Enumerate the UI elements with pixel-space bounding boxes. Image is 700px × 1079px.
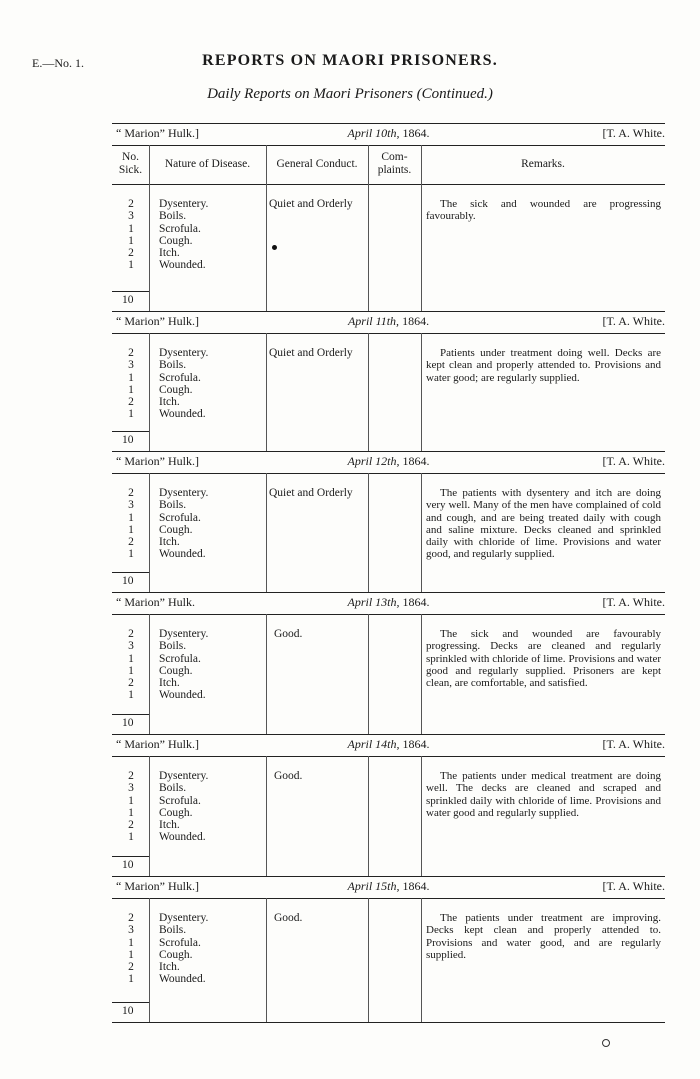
report-date — [112, 595, 665, 610]
disease-list — [159, 487, 208, 561]
disease-item: Wounded. — [159, 689, 206, 702]
entry-top-rule — [112, 592, 665, 593]
total-sick: 10 — [122, 575, 134, 587]
page-subtitle: Daily Reports on Maori Prisoners (Continued.) — [207, 86, 493, 102]
disease-item: Boils. — [159, 210, 187, 223]
column-divider — [266, 473, 267, 592]
column-divider — [149, 333, 150, 451]
col-header-conduct-line: General Conduct. — [276, 158, 358, 170]
disease-item: Dysentery. — [159, 347, 209, 359]
total-sick: 10 — [122, 859, 134, 871]
entry-top-rule — [112, 123, 665, 124]
sick-count: 1 — [128, 689, 134, 702]
report-date — [112, 737, 665, 752]
disease-item: Itch. — [159, 819, 180, 832]
column-divider — [421, 473, 422, 592]
entry-header — [112, 879, 665, 895]
disease-list — [159, 198, 208, 272]
sick-counts — [120, 912, 142, 986]
officer-name: [T. A. White. — [602, 126, 665, 140]
ship-name: “ Marion” Hulk.] — [116, 879, 199, 893]
disease-item: Scrofula. — [159, 652, 201, 665]
column-divider — [149, 614, 150, 734]
col-header-no-sick-line: Sick. — [118, 164, 143, 176]
sick-count: 1 — [128, 831, 134, 844]
column-divider — [266, 614, 267, 734]
report-date — [112, 879, 665, 894]
disease-item: Cough. — [159, 664, 193, 677]
entry-header-rule — [112, 333, 665, 334]
remarks-text: The patients under treatment are improving. Decks kept clean and properly attended to. Provisions and water good, and are regularly supplied. — [426, 912, 661, 961]
officer-name: [T. A. White. — [602, 595, 665, 609]
general-conduct: Quiet and Orderly — [269, 347, 353, 359]
sick-count: 3 — [128, 359, 134, 372]
disease-item: Itch. — [159, 396, 180, 409]
disease-item: Itch. — [159, 961, 180, 974]
column-divider — [368, 145, 369, 311]
report-date-year: 1864. — [399, 737, 430, 751]
report-date-year: 1864. — [399, 454, 430, 468]
col-header-conduct — [266, 158, 368, 171]
entry-header — [112, 595, 665, 611]
column-divider — [421, 898, 422, 1022]
sick-count: 1 — [128, 408, 134, 421]
sick-counts — [120, 770, 142, 844]
sick-count: 2 — [128, 628, 134, 640]
footer-mark — [602, 1039, 610, 1047]
sick-count: 1 — [128, 652, 134, 665]
column-divider — [421, 756, 422, 876]
total-rule — [112, 714, 149, 715]
ship-name: “ Marion” Hulk. — [116, 595, 195, 609]
officer-name: [T. A. White. — [602, 314, 665, 328]
entry-header-rule — [112, 473, 665, 474]
column-divider — [266, 145, 267, 311]
total-sick: 10 — [122, 434, 134, 446]
sick-count: 3 — [128, 499, 134, 512]
closing-rule — [112, 1022, 665, 1023]
total-sick: 10 — [122, 717, 134, 729]
report-date-day: April 14th, — [347, 737, 400, 751]
sick-counts — [120, 487, 142, 561]
sick-count: 2 — [128, 198, 134, 210]
sick-count: 2 — [128, 247, 134, 260]
disease-item: Itch. — [159, 536, 180, 549]
column-divider — [368, 898, 369, 1022]
sick-count: 1 — [128, 548, 134, 561]
report-date — [112, 454, 665, 469]
sick-count: 1 — [128, 973, 134, 986]
col-header-remarks — [421, 158, 665, 171]
general-conduct: Quiet and Orderly — [269, 487, 353, 499]
report-date-year: 1864. — [399, 314, 430, 328]
entry-header — [112, 737, 665, 753]
entry-header — [112, 314, 665, 330]
disease-item: Dysentery. — [159, 198, 209, 210]
total-rule — [112, 572, 149, 573]
report-entry — [112, 592, 665, 734]
sick-count: 1 — [128, 234, 134, 247]
disease-item: Cough. — [159, 234, 193, 247]
sick-count: 3 — [128, 782, 134, 795]
report-date-day: April 15th, — [347, 879, 400, 893]
disease-item: Scrofula. — [159, 222, 201, 235]
sick-count: 1 — [128, 794, 134, 807]
column-divider — [266, 756, 267, 876]
sick-count: 3 — [128, 210, 134, 223]
disease-item: Boils. — [159, 359, 187, 372]
ink-dot — [272, 245, 277, 250]
report-date-year: 1864. — [399, 126, 430, 140]
total-sick: 10 — [122, 1005, 134, 1017]
ship-name: “ Marion” Hulk.] — [116, 454, 199, 468]
disease-item: Wounded. — [159, 831, 206, 844]
ship-name: “ Marion” Hulk.] — [116, 314, 199, 328]
report-entry — [112, 876, 665, 1022]
general-conduct: Good. — [274, 912, 303, 924]
entry-top-rule — [112, 876, 665, 877]
entry-top-rule — [112, 311, 665, 312]
remarks-text: The patients under medical treatment are doing well. The decks are cleaned and scraped and sprinkled daily with chloride of lime. Provisions and water good and regularly supplied. — [426, 770, 661, 819]
disease-item: Wounded. — [159, 259, 206, 272]
sick-count: 2 — [128, 770, 134, 782]
column-divider — [368, 756, 369, 876]
entry-top-rule — [112, 451, 665, 452]
disease-item: Itch. — [159, 247, 180, 260]
page-reference: E.—No. 1. — [32, 56, 84, 70]
sick-counts — [120, 628, 142, 702]
sick-count: 3 — [128, 640, 134, 653]
report-date-day: April 10th, — [347, 126, 400, 140]
column-divider — [421, 145, 422, 311]
col-header-no-sick-line: No. — [122, 151, 139, 163]
col-header-complaints-line: Com- — [381, 151, 408, 163]
entry-header-rule — [112, 614, 665, 615]
remarks-text: The sick and wounded are favourably progressing. Decks are cleaned and regularly sprinkled with chloride of lime. Provisions and water good and regularly supplied. Prisoners are kept clean, are comfortable, and satisfied. — [426, 628, 661, 690]
sick-count: 2 — [128, 396, 134, 409]
report-entry — [112, 311, 665, 451]
sick-count: 1 — [128, 806, 134, 819]
total-sick: 10 — [122, 294, 134, 306]
column-divider — [421, 614, 422, 734]
report-date-day: April 11th, — [347, 314, 400, 328]
disease-list — [159, 628, 208, 702]
sick-count: 1 — [128, 222, 134, 235]
report-date — [112, 126, 665, 141]
sick-count: 1 — [128, 664, 134, 677]
disease-item: Itch. — [159, 677, 180, 690]
sick-count: 2 — [128, 819, 134, 832]
disease-item: Wounded. — [159, 408, 206, 421]
entry-top-rule — [112, 734, 665, 735]
page-title: REPORTS ON MAORI PRISONERS. — [202, 52, 498, 69]
disease-item: Boils. — [159, 924, 187, 937]
sick-count: 2 — [128, 536, 134, 549]
col-header-no-sick — [112, 151, 149, 177]
column-divider — [368, 473, 369, 592]
column-divider — [149, 145, 150, 311]
sick-count: 1 — [128, 523, 134, 536]
sick-count: 1 — [128, 259, 134, 272]
sick-count: 1 — [128, 511, 134, 524]
disease-item: Scrofula. — [159, 936, 201, 949]
sick-count: 2 — [128, 912, 134, 924]
col-header-remarks-line: Remarks. — [521, 158, 565, 170]
disease-item: Scrofula. — [159, 371, 201, 384]
sick-count: 3 — [128, 924, 134, 937]
column-divider — [368, 333, 369, 451]
report-date-year: 1864. — [399, 595, 430, 609]
disease-item: Scrofula. — [159, 794, 201, 807]
disease-item: Wounded. — [159, 973, 206, 986]
col-header-complaints — [368, 151, 421, 177]
disease-item: Cough. — [159, 383, 193, 396]
entry-header-rule — [112, 145, 665, 146]
column-divider — [149, 756, 150, 876]
sick-count: 2 — [128, 961, 134, 974]
remarks-text: Patients under treatment doing well. Decks are kept clean and properly attended to. Provisions and water good; are regularly supplied. — [426, 347, 661, 384]
col-header-disease-line: Nature of Disease. — [164, 158, 251, 170]
general-conduct: Good. — [274, 628, 303, 640]
disease-item: Dysentery. — [159, 912, 209, 924]
disease-list — [159, 347, 208, 421]
sick-count: 1 — [128, 948, 134, 961]
report-entry — [112, 123, 665, 311]
remarks-text: The patients with dysentery and itch are doing very well. Many of the men have complained of cold and cough, and are being treated daily with cough and saline mixture. Decks cleaned and sprinkled daily with chloride of lime. Provisions and water good, and regularly supplied. — [426, 487, 661, 561]
disease-item: Dysentery. — [159, 770, 209, 782]
column-divider — [421, 333, 422, 451]
report-entry — [112, 451, 665, 592]
report-date-day: April 13th, — [347, 595, 400, 609]
report-date-day: April 12th, — [347, 454, 400, 468]
disease-item: Dysentery. — [159, 628, 209, 640]
column-divider — [149, 898, 150, 1022]
ship-name: “ Marion” Hulk.] — [116, 737, 199, 751]
report-date — [112, 314, 665, 329]
disease-item: Cough. — [159, 806, 193, 819]
column-divider — [266, 898, 267, 1022]
officer-name: [T. A. White. — [602, 737, 665, 751]
disease-item: Boils. — [159, 499, 187, 512]
officer-name: [T. A. White. — [602, 454, 665, 468]
entry-header-rule — [112, 756, 665, 757]
total-rule — [112, 291, 149, 292]
sick-count: 1 — [128, 936, 134, 949]
sick-counts — [120, 198, 142, 272]
entry-header — [112, 454, 665, 470]
general-conduct: Quiet and Orderly — [269, 198, 353, 210]
total-rule — [112, 856, 149, 857]
sick-count: 2 — [128, 677, 134, 690]
sick-count: 2 — [128, 487, 134, 499]
report-date-year: 1864. — [399, 879, 430, 893]
disease-item: Boils. — [159, 640, 187, 653]
col-header-complaints-line: plaints. — [377, 164, 412, 176]
general-conduct: Good. — [274, 770, 303, 782]
disease-item: Wounded. — [159, 548, 206, 561]
col-header-rule — [112, 184, 665, 185]
sick-counts — [120, 347, 142, 421]
report-entry — [112, 734, 665, 876]
sick-count: 2 — [128, 347, 134, 359]
column-divider — [266, 333, 267, 451]
total-rule — [112, 1002, 149, 1003]
disease-list — [159, 912, 208, 986]
entry-header-rule — [112, 898, 665, 899]
column-divider — [149, 473, 150, 592]
column-divider — [368, 614, 369, 734]
disease-list — [159, 770, 208, 844]
col-header-disease — [149, 158, 266, 171]
ship-name: “ Marion” Hulk.] — [116, 126, 199, 140]
disease-item: Boils. — [159, 782, 187, 795]
disease-item: Dysentery. — [159, 487, 209, 499]
disease-item: Cough. — [159, 948, 193, 961]
total-rule — [112, 431, 149, 432]
officer-name: [T. A. White. — [602, 879, 665, 893]
sick-count: 1 — [128, 383, 134, 396]
disease-item: Scrofula. — [159, 511, 201, 524]
disease-item: Cough. — [159, 523, 193, 536]
entry-header — [112, 126, 665, 142]
sick-count: 1 — [128, 371, 134, 384]
remarks-text: The sick and wounded are progressing favourably. — [426, 198, 661, 223]
